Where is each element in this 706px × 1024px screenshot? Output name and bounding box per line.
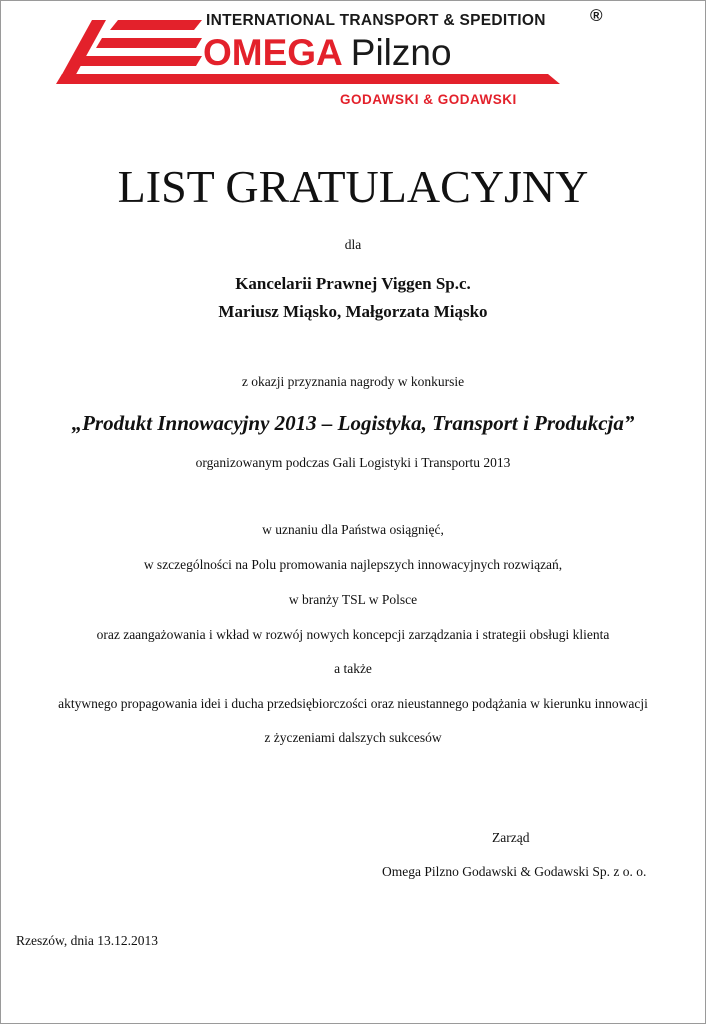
logo-brand-city: Pilzno: [350, 32, 452, 73]
place-date: Rzeszów, dnia 13.12.2013: [16, 933, 158, 948]
registered-mark: ®: [590, 6, 603, 25]
body-line-2: w szczególności na Polu promowania najlepszych innowacyjnych rozwiązań,: [143, 557, 563, 572]
body-line-7: z życzeniami dalszych sukcesów: [264, 730, 442, 745]
contest-name: „Produkt Innowacyjny 2013 – Logistyka, Transport i Produkcja”: [71, 411, 635, 435]
for-label: dla: [344, 237, 362, 252]
logo-tagline: INTERNATIONAL TRANSPORT & SPEDITION: [206, 12, 546, 29]
body-line-4: oraz zaangażowania i wkład w rozwój nowych koncepcji zarządzania i strategii obsługi klienta: [96, 627, 610, 642]
document-title: LIST GRATULACYJNY: [117, 161, 589, 212]
body-line-1: w uznaniu dla Państwa osiągnięć,: [262, 522, 444, 537]
company-logo: [0, 0, 706, 115]
body-line-6: aktywnego propagowania idei i ducha przedsiębiorczości oraz nieustannego podążania w kierunku innowacji: [58, 696, 648, 711]
logo-brand: [203, 32, 452, 74]
logo-owners: GODAWSKI & GODAWSKI: [340, 92, 517, 107]
signature-company: Omega Pilzno Godawski & Godawski Sp. z o. o.: [382, 864, 647, 879]
body-line-5: a także: [334, 661, 372, 676]
logo-brand-name: OMEGA: [203, 32, 343, 73]
organized-text: organizowanym podczas Gali Logistyki i Transportu 2013: [195, 455, 511, 470]
recipient-line-2: Mariusz Miąsko, Małgorzata Miąsko: [218, 302, 488, 321]
occasion-text: z okazji przyznania nagrody w konkursie: [241, 374, 465, 389]
recipient-line-1: Kancelarii Prawnej Viggen Sp.c.: [235, 274, 471, 293]
body-line-3: w branży TSL w Polsce: [288, 592, 418, 607]
signature-title: Zarząd: [492, 830, 530, 845]
